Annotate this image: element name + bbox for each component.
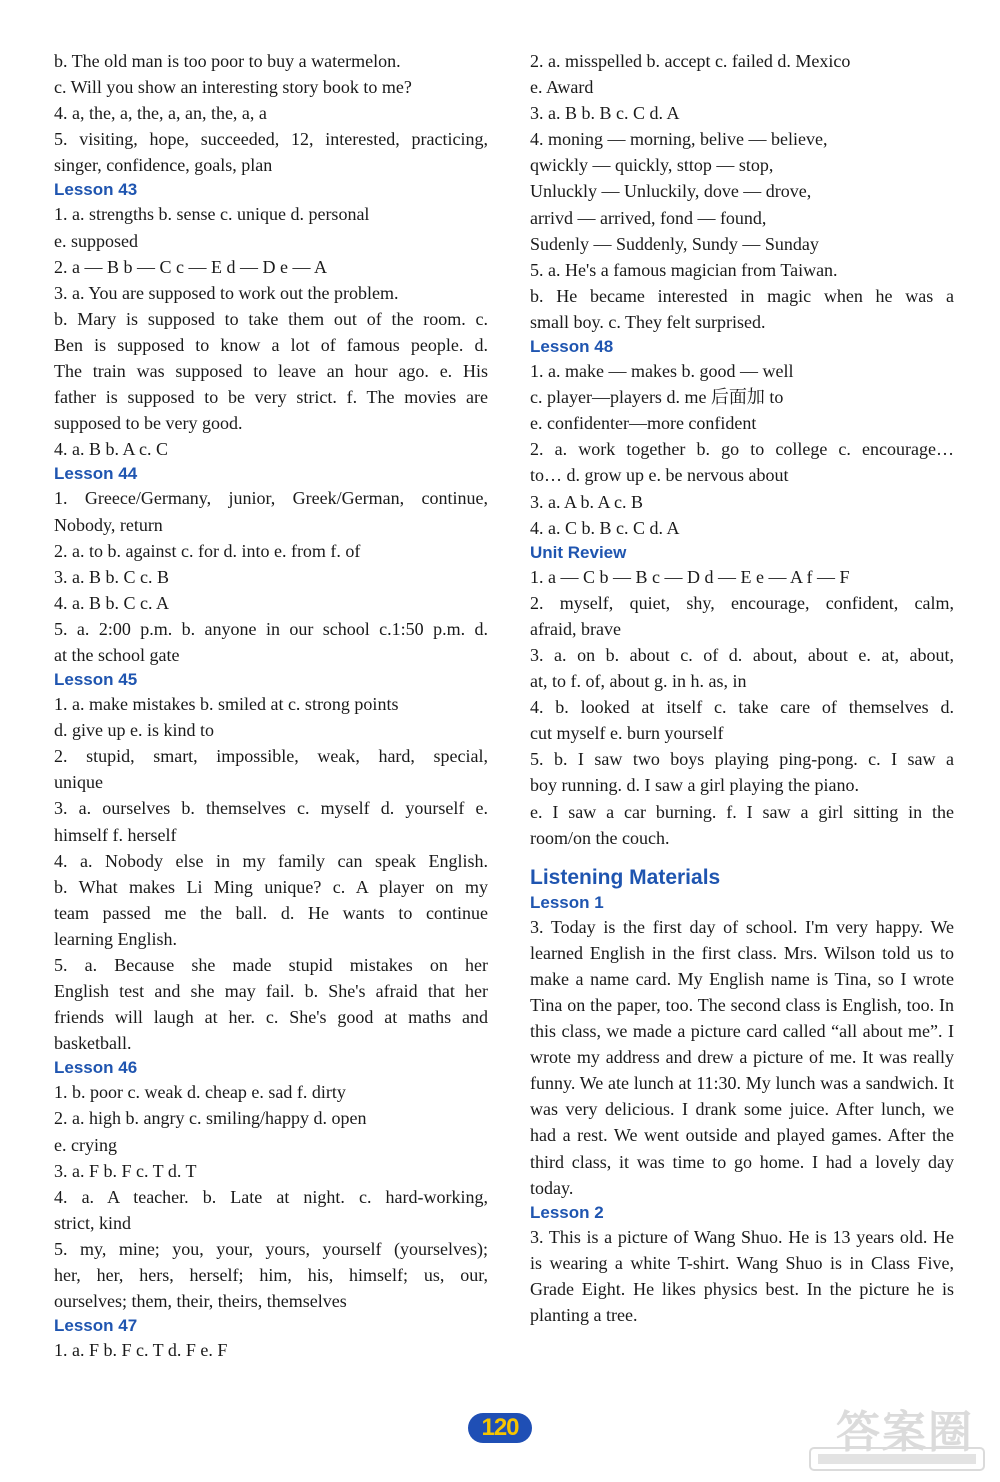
watermark-logo-icon [808, 1444, 986, 1474]
answer-line: arrivd — arrived, fond — found, [530, 207, 767, 228]
answer-line: room/on the couch. [530, 827, 670, 848]
lesson-heading: Lesson 2 [530, 1202, 604, 1222]
lesson-heading: Lesson 48 [530, 337, 614, 357]
answer-line: Unluckly — Unluckily, dove — drove, [530, 181, 812, 202]
page-number: 120 [481, 1414, 519, 1441]
answer-line: 2. a. misspelled b. accept c. failed d. Mexico [530, 51, 851, 71]
answer-line: qwickly — quickly, sttop — stop, [530, 155, 774, 176]
answer-line: 4. b. looked at itself c. take care of themselves d. [530, 697, 954, 718]
watermark [808, 1394, 986, 1476]
answer-line: 5. b. I saw two boys playing ping-pong. c. I saw a [530, 749, 954, 770]
answer-line: team passed me the ball. d. He wants to continue [54, 902, 488, 923]
answer-line: The train was supposed to leave an hour ago. e. His [54, 361, 488, 382]
page-number-badge [468, 1413, 532, 1443]
answer-line: c. Will you show an interesting story book to me? [54, 77, 412, 98]
answer-line: ourselves; them, their, theirs, themselves [54, 1291, 347, 1312]
answer-line: her, her, hers, herself; him, his, himself; us, our, [54, 1265, 488, 1286]
answer-line: 5. visiting, hope, succeeded, 12, interested, practicing, [54, 129, 488, 150]
answer-line: 5. a. Because she made stupid mistakes on her [54, 955, 488, 975]
answer-line: friends will laugh at her. c. She's good at maths and [54, 1007, 488, 1028]
answer-line: 1. a — C b — B c — D d — E e — A f — F [530, 566, 850, 587]
answer-line: learning English. [54, 928, 177, 949]
answer-line: e. I saw a car burning. f. I saw a girl sitting in the [530, 801, 954, 822]
answer-line: e. Award [530, 77, 594, 98]
answer-line: b. The old man is too poor to buy a watermelon. [54, 51, 401, 71]
answer-line: to… d. grow up e. be nervous about [530, 465, 789, 486]
section-title: Listening Materials [530, 865, 721, 889]
answer-line: 4. a. C b. B c. C d. A [530, 517, 680, 538]
answer-line: 2. a. to b. against c. for d. into e. from f. of [54, 540, 361, 561]
answer-line: 3. a. A b. A c. B [530, 491, 644, 512]
answer-line: 3. a. B b. B c. C d. A [530, 103, 680, 124]
answer-line: himself f. herself [54, 824, 177, 845]
left-column [54, 48, 488, 1363]
watermark-text: 答案圈 [836, 1407, 974, 1458]
lesson-heading: Lesson 47 [54, 1316, 138, 1336]
lesson-heading: Unit Review [530, 542, 627, 562]
answer-line: 4. a. A teacher. b. Late at night. c. hard-working, [54, 1186, 488, 1207]
paragraph: 3. This is a picture of Wang Shuo. He is 13 years old. He is wearing a white T-shirt. Wang Shuo is in Class Five, Grade Eight. He likes physics best. In the picture he is planting a tree. [530, 1226, 954, 1326]
answer-line: 4. a. Nobody else in my family can speak English. [54, 850, 488, 871]
answer-line: supposed to be very good. [54, 413, 243, 434]
answer-line: 1. a. strengths b. sense c. unique d. personal [54, 204, 370, 225]
answer-line: 2. stupid, smart, impossible, weak, hard, special, [54, 746, 488, 767]
answer-line: unique [54, 772, 103, 793]
lesson-heading: Lesson 43 [54, 180, 138, 200]
lesson-heading: Lesson 45 [54, 670, 138, 690]
answer-line: 3. a. on b. about c. of d. about, about e. at, about, [530, 644, 954, 665]
answer-line: 1. a. make — makes b. good — well [530, 361, 794, 382]
answer-line: 1. b. poor c. weak d. cheap e. sad f. dirty [54, 1082, 346, 1103]
answer-line: cut myself e. burn yourself [530, 723, 724, 744]
answer-line: 4. moning — morning, belive — believe, [530, 129, 828, 150]
answer-line: at, to f. of, about g. in h. as, in [530, 671, 747, 692]
answer-line: 5. a. 2:00 p.m. b. anyone in our school c.1:50 p.m. d. [54, 618, 488, 639]
answer-line: 1. a. F b. F c. T d. F e. F [54, 1340, 228, 1361]
answer-line: b. He became interested in magic when he was a [530, 285, 954, 306]
answer-line: strict, kind [54, 1212, 131, 1233]
answer-line: boy running. d. I saw a girl playing the piano. [530, 775, 859, 796]
answer-line: e. crying [54, 1134, 117, 1155]
answer-line: e. supposed [54, 230, 138, 251]
lesson-heading: Lesson 44 [54, 464, 138, 484]
answer-line: 5. a. He's a famous magician from Taiwan. [530, 259, 838, 280]
answer-line: 2. a. work together b. go to college c. encourage… [530, 439, 954, 460]
answer-line: 1. Greece/Germany, junior, Greek/German, continue, [54, 488, 488, 509]
answer-line: Nobody, return [54, 514, 163, 535]
answer-line: 5. my, mine; you, your, yours, yourself (yourselves); [54, 1238, 488, 1259]
answer-line: 2. myself, quiet, shy, encourage, confident, calm, [530, 592, 954, 613]
answer-line: 3. a. You are supposed to work out the problem. [54, 282, 399, 303]
answer-line: d. give up e. is kind to [54, 720, 214, 741]
answer-line: e. confidenter—more confident [530, 413, 757, 434]
answer-line: at the school gate [54, 644, 180, 665]
answer-line: afraid, brave [530, 618, 621, 639]
answer-line: b. Mary is supposed to take them out of the room. c. [54, 308, 488, 329]
answer-line: 2. a — B b — C c — E d — D e — A [54, 256, 327, 277]
answer-line: English test and she may fail. b. She's afraid that her [54, 981, 488, 1002]
answer-line: 3. a. F b. F c. T d. T [54, 1160, 197, 1181]
answer-line: 2. a. high b. angry c. smiling/happy d. open [54, 1108, 367, 1129]
lesson-heading: Lesson 1 [530, 892, 604, 912]
answer-line: 4. a. B b. A c. C [54, 439, 169, 460]
answer-line: Ben is supposed to know a lot of famous people. d. [54, 334, 488, 355]
answer-line: basketball. [54, 1033, 132, 1054]
answer-line: 3. a. B b. C c. B [54, 566, 169, 587]
answer-line: 4. a, the, a, the, a, an, the, a, a [54, 103, 267, 124]
answer-line: singer, confidence, goals, plan [54, 155, 273, 176]
right-column [530, 48, 954, 1328]
answer-line: father is supposed to be very strict. f. The movies are [54, 387, 488, 408]
paragraph: 3. Today is the first day of school. I'm very happy. We learned English in the first class. Mrs. Wilson told us to make a name card. My English name is Tina, so I wrote Tina on the paper, too. The second class is English, too. In this class, we made a picture card called “all about me”. I wrote my address and drew a picture of me. It was really funny. We ate lunch at 11:30. My lunch was a sandwich. It was very delicious. I drank some juice. After lunch, we had a rest. We went outside and played games. After the third class, it was time to go home. I had a lovely day today. [530, 916, 954, 1198]
answer-line: c. player—players d. me 后面加 to [530, 387, 784, 408]
answer-line: 3. a. ourselves b. themselves c. myself d. yourself e. [54, 798, 488, 819]
answer-line: 1. a. make mistakes b. smiled at c. strong points [54, 694, 399, 715]
lesson-heading: Lesson 46 [54, 1058, 138, 1078]
answer-line: 4. a. B b. C c. A [54, 592, 169, 613]
answer-line: Sudenly — Suddenly, Sundy — Sunday [530, 233, 819, 254]
answer-line: b. What makes Li Ming unique? c. A player on my [54, 876, 488, 897]
answer-line: small boy. c. They felt surprised. [530, 311, 766, 332]
